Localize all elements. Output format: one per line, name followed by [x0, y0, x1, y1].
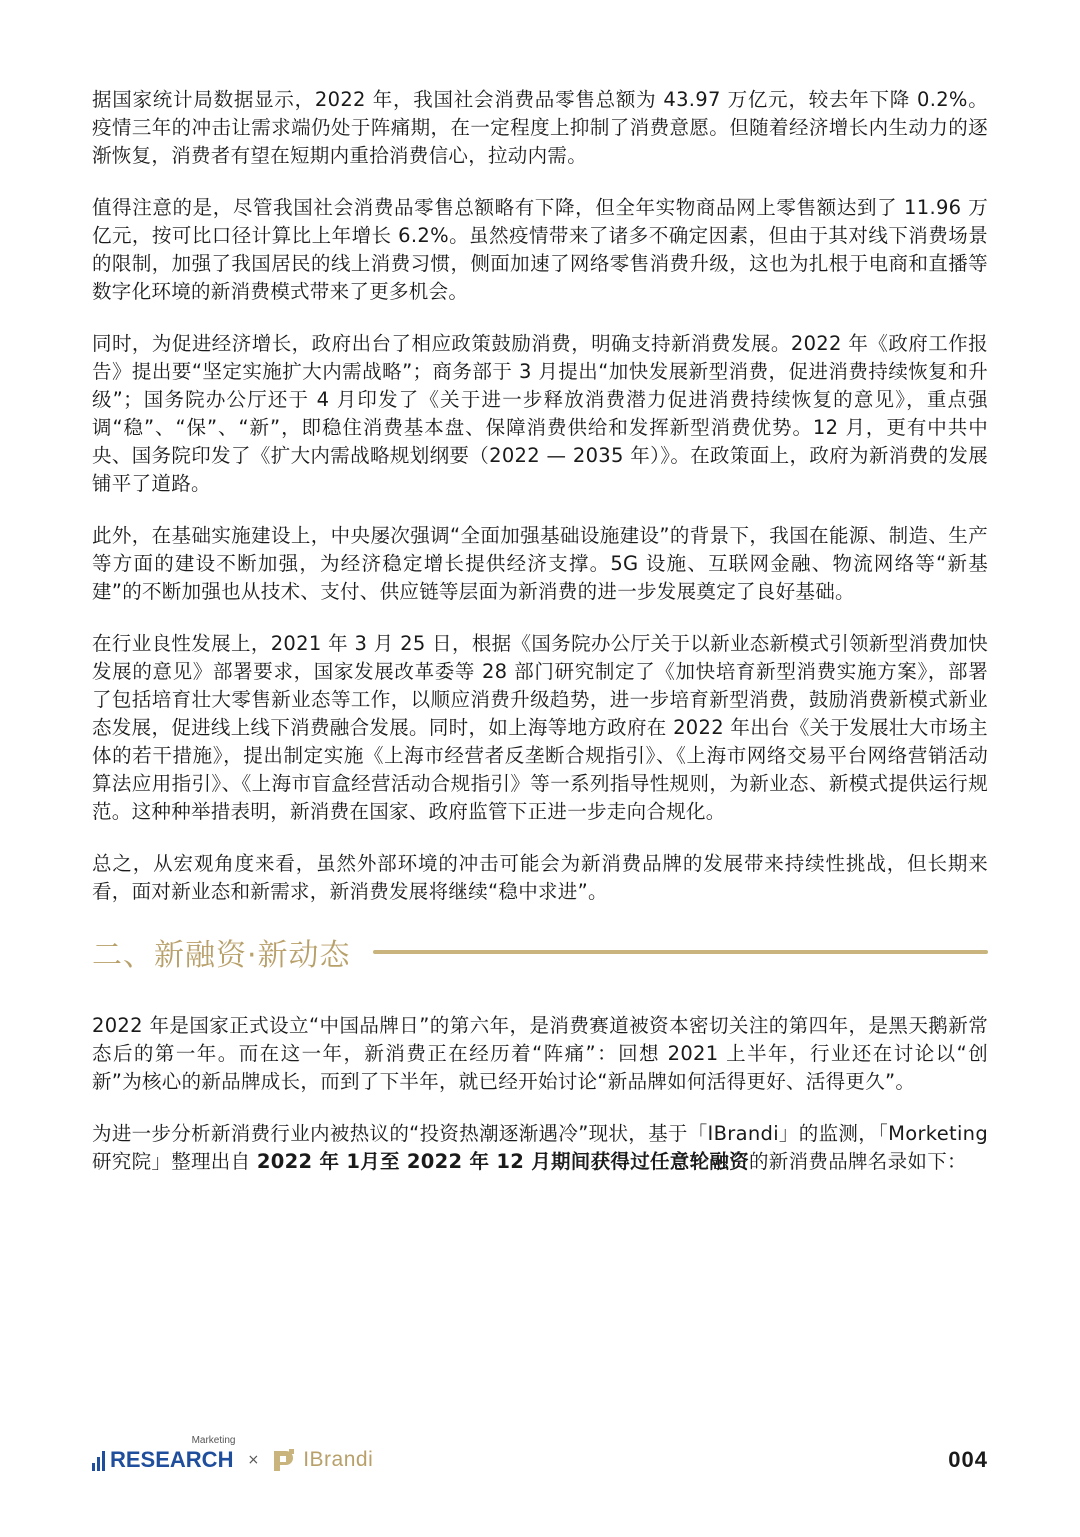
paragraph-online-retail: 值得注意的是，尽管我国社会消费品零售总额略有下降，但全年实物商品网上零售额达到了 11.96 万亿元，按可比口径计算比上年增长 6.2%。虽然疫情带来了诸多不确定因素，但由于其对线下消费场景的限制，加强了我国居民的线上消费习惯，侧面加速了网络零售消费升级，这也为扎根于电商和直播等数字化环境的新消费模式带来了更多机会。 [92, 196, 988, 303]
paragraph-brand-day: 2022 年是国家正式设立“中国品牌日”的第六年，是消费赛道被资本密切关注的第四年，是黑天鹅新常态后的第一年。而在这一年，新消费正在经历着“阵痛”：回想 2021 上半年，行业还在讨论以“创新”为核心的新品牌成长，而到了下半年，就已经开始讨论“新品牌如何活得更好、活得更久”。 [92, 1014, 988, 1093]
paragraph-infrastructure: 此外，在基础实施建设上，中央屡次强调“全面加强基础设施建设”的背景下，我国在能源、制造、生产等方面的建设不断加强，为经济稳定增长提供经济支撑。5G 设施、互联网金融、物流网络等“新基建”的不断加强也从技术、支付、供应链等层面为新消费的进一步发展奠定了良好基础。 [92, 524, 988, 603]
section-title: 二、新融资·新动态 [92, 938, 351, 973]
marketing-logo-text: Marketing [191, 1435, 236, 1446]
intro-emphasis: 2022 年 1月至 2022 年 12 月期间获得过任意轮融资 [256, 1150, 749, 1173]
paragraph-retail-sales: 据国家统计局数据显示，2022 年，我国社会消费品零售总额为 43.97 万亿元，较去年下降 0.2%。疫情三年的冲击让需求端仍处于阵痛期，在一定程度上抑制了消费意愿。但随着经济增长内生动力的逐渐恢复，消费者有望在短期内重拾消费信心，拉动内需。 [92, 88, 988, 167]
section-divider [373, 950, 988, 954]
ibrandi-logo-text: IBrandi [303, 1448, 374, 1471]
paragraph-financing-list-intro [92, 1120, 988, 1176]
paragraph-government-policy: 同时，为促进经济增长，政府出台了相应政策鼓励消费，明确支持新消费发展。2022 年《政府工作报告》提出要“坚定实施扩大内需战略”；商务部于 3 月提出“加快发展新型消费，促进消费持续恢复和升级”；国务院办公厅还于 4 月印发了《关于进一步释放消费潜力促进消费持续恢复的意见》，重点强调“稳”、“保”、“新”，即稳住消费基本盘、保障消费供给和发挥新型消费优势。12 月，更有中共中央、国务院印发了《扩大内需战略规划纲要（2022 — 2035 年）》。在政策面上，政府为新消费的发展铺平了道路。 [92, 332, 988, 495]
intro-text-end: 的新消费品牌名录如下： [749, 1150, 967, 1173]
paragraph-industry-development: 在行业良性发展上，2021 年 3 月 25 日，根据《国务院办公厅关于以新业态新模式引领新型消费加快发展的意见》部署要求，国家发展改革委等 28 部门研究制定了《加快培育新型消费实施方案》，部署了包括培育壮大零售新业态等工作，以顺应消费升级趋势，进一步培育新型消费，鼓励消费新模式新业态发展，促进线上线下消费融合发展。同时，如上海等地方政府在 2022 年出台《关于发展壮大市场主体的若干措施》，提出制定实施《上海市经营者反垄断合规指引》、《上海市网络交易平台网络营销活动算法应用指引》、《上海市盲盒经营活动合规指引》等一系列指导性规则，为新业态、新模式提供运行规范。这种种举措表明，新消费在国家、政府监管下正进一步走向合规化。 [92, 632, 988, 823]
document-body [92, 86, 988, 1200]
collaboration-sign: × [247, 1452, 260, 1468]
page-number: 004 [948, 1447, 988, 1472]
page-footer [92, 1435, 988, 1480]
paragraph-summary: 总之，从宏观角度来看，虽然外部环境的冲击可能会为新消费品牌的发展带来持续性挑战，但长期来看，面对新业态和新需求，新消费发展将继续“稳中求进”。 [92, 852, 988, 903]
ibrandi-logo-icon [271, 1447, 297, 1473]
marketing-research-logo [92, 1435, 236, 1472]
research-logo-text: RESEARCH [110, 1447, 234, 1472]
bar-chart-icon [92, 1451, 107, 1471]
section-header [92, 930, 988, 974]
intro-text: 为进一步分析新消费行业内被热议的“投资热潮逐渐遇冷”现状，基于「IBrandi」的监测，「Morketing 研究院」整理出自 [92, 1122, 988, 1173]
